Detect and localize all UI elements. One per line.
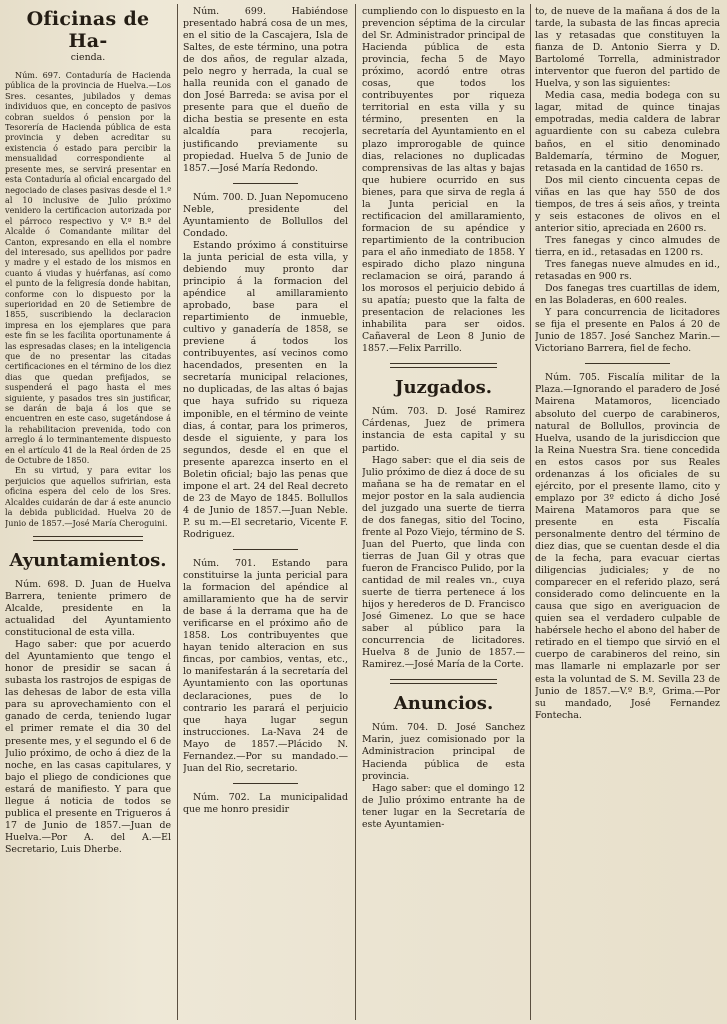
notice-paragraph: Dos mil ciento cincuenta cepas de viñas en las que hay 550 de dos tiempos, de tres á seis años, y treinta y seis estacones de olivos en el anterior sitio, apreciada en 2600 rs. — [535, 174, 720, 234]
notice-paragraph: Dos fanegas tres cuartillas de idem, en las Boladeras, en 600 reales. — [535, 283, 720, 307]
notice-paragraph: Hago saber: que el domingo 12 de Julio próximo entrante ha de tener lugar en la Secretaría de este Ayuntamien- — [362, 782, 525, 830]
notice-paragraph: Núm. 702. La municipalidad que me honro presidir — [183, 791, 348, 815]
notice-paragraph: Núm. 699. Habiéndose presentado habrá cosa de un mes, en el sitio de la Cascajera, Isla de Saltes, de este término, una potra de dos años, de regular alzada, pelo negro y herrada, la cual se halla reunida con el ganado de don José Barreda: se avisa por el presente para que el dueño de dicha bestia se presente en esta alcaldía para recojerla, justificando previamente su propiedad. Huelva 5 de Junio de 1857.—José María Redondo. — [183, 6, 348, 174]
notice-702-continued — [362, 6, 525, 355]
notice-702 — [183, 792, 348, 816]
column-rule — [177, 4, 178, 1020]
notice-paragraph: to, de nueve de la mañana á dos de la tarde, la subasta de las fincas aprecia las y retasadas que constituyen la fianza de D. Antonio Sierra y D. Bartolomé Torrella, administrador interventor que fueron del partido de Huelva, y son las siguientes: — [535, 6, 720, 90]
section-title-oficinas: Oficinas de Ha- — [26, 8, 150, 52]
notice-divider — [233, 783, 298, 784]
section-title-juzgados: Juzgados. — [394, 377, 493, 399]
section-divider — [390, 679, 497, 684]
notice-697 — [5, 70, 171, 528]
notice-paragraph: Tres fanegas nueve almudes en id., retasadas en 900 rs. — [535, 258, 720, 283]
notice-divider — [233, 549, 298, 550]
notice-paragraph: En su virtud, y para evitar los perjuicios que aquellos sufririan, esta oficina espera del celo de los Sres. Alcaldes cuidarán de dar á este anuncio la debida publicidad. Huelva 20 de Junio de 1857.—José María Cheroguini. — [5, 465, 171, 528]
section-title-oficinas-cont: cienda. — [70, 52, 106, 63]
notice-paragraph: Núm. 704. D. José Sanchez Marin, juez comisionado por la Administracion principal de Hacienda pública de esta provincia. — [362, 722, 525, 782]
notice-paragraph: Media casa, media bodega con su lagar, mitad de quince tinajas empotradas, media caldera de labrar aguardiente con su cabeza culebra baños, en el sitio denominado Baldemaría, término de Moguer, retasada en la cantidad de 1650 rs. — [535, 90, 720, 174]
notice-704 — [362, 722, 525, 830]
notice-700 — [183, 192, 348, 541]
notice-paragraph: Núm. 701. Estando para constituirse la junta pericial para la formacion del apéndice al amillaramiento que ha de servir de base á la derrama que ha de verificarse en el próximo año de 1858. Los contribuyentes que hayan tenido alteracion en sus fincas, por cambios, ventas, etc., lo manifestarán á la secretaría del Ayuntamiento con las oportunas declaraciones, pues de lo contrario les parará el perjuicio que haya lugar segun instrucciones. La-Nava 24 de Mayo de 1857.—Plácido N. Fernandez.—Por su mandado.—Juan del Rio, secretario. — [183, 558, 348, 774]
notice-divider — [233, 183, 298, 184]
notice-paragraph: Núm. 703. D. José Ramirez Cárdenas, Juez de primera instancia de esta capital y su partido. — [362, 406, 525, 454]
column-2 — [183, 6, 348, 1020]
column-3 — [362, 6, 525, 1020]
notice-divider — [585, 363, 670, 364]
notice-698 — [5, 579, 171, 856]
notice-paragraph: Núm. 697. Contaduría de Hacienda pública de la provincia de Huelva.—Los Sres. cesantes, jubilados y demas individuos que, en concepto de pasivos cobran sueldos ó pension por la Tesorería de Hacienda pública de esta provincia y deben acreditar su existencia ó estado para percibir la mensualidad correspondiente al presente mes, se servirá presentar en esta Contaduría al oficial encargado del negociado de clases pasivas desde el 1.º al 10 inclusive de Julio próximo venidero la certificacion autorizada por el párroco respectivo y V.º B.º del Alcalde ó Comandante militar del Canton, expresando en ella el nombre del interesado, sus apellidos por padre y madre y el estado de los mismos en cuanto á viudas y huérfanas, así como el punto de la feligresía donde habitan, conforme con lo dispuesto por la superioridad en 20 de Setiembre de 1855, suscribiendo la declaracion impresa en los ejemplares que para este fin se les facilita oportunamente á las espresadas clases; en la inteligencia que de no presentar las citadas certificaciones en el término de los diez dias que quedan prefijados, se suspenderá el pago hasta el mes siguiente, y pasados tres sin justificar, se darán de baja á los que se encuentren en este caso, sugetándose á la rehabilitacion prevenida, todo con arreglo á lo terminantemente dispuesto en el artículo 41 de la Real órden de 25 de Octubre de 1850. — [5, 70, 171, 466]
notice-703 — [362, 406, 525, 671]
notice-paragraph: Núm. 705. Fiscalía militar de la Plaza.—Ignorando el paradero de José Mairena Matamoros, licenciado absoluto del cuerpo de carabineros, natural de Bollullos, provincia de Huelva, usando de la jurisdiccion que la Reina Nuestra Sra. tiene concedida en estos casos por sus Reales ordenanzas á los oficiales de su ejército, por el presente llamo, cito y emplazo por 3º edicto á dicho José Mairena Matamoros para que se presente en esta Fiscalía personalmente dentro del término de diez dias, que se cuentan desde el dia de la fecha, para evacuar ciertas diligencias judiciales; y de no comparecer en el referido plazo, será considerado como delincuente en la causa que sigo en averiguacion de quien sea el verdadero culpable de habérsele hecho el abono del haber de retirado en el tiempo que sirvió en el cuerpo de carabineros del reino, sin mas llamarle ni emplazarle por ser esta la voluntad de S. M. Sevilla 23 de Junio de 1857.—V.º B.º, Grima.—Por su mandado, José Fernandez Fontecha. — [535, 372, 720, 721]
column-4 — [535, 6, 720, 1020]
notice-paragraph: Hago saber: que el dia seis de Julio próximo de diez á doce de su mañana se ha de rematar en el mejor postor en la sala audiencia del juzgado una suerte de tierra de dos fanegas, sitio del Tocino, frente al Pozo Viejo, término de S. Juan del Puerto, que linda con tierras de Juan Gil y otras que fueron de Francisco Pulido, por la cantidad de mil reales vn., cuya suerte de tierra pertenece á los hijos y herederos de D. Francisco José Gimenez. Lo que se hace saber al público para la concurrencia de licitadores. Huelva 8 de Junio de 1857.—Ramirez.—José María de la Corte. — [362, 454, 525, 671]
column-rule — [530, 4, 531, 1020]
notice-paragraph: Estando próximo á constituirse la junta pericial de esta villa, y debiendo muy pronto dar principio á la formacion del apéndice al amillaramiento aprobado, base para el repartimiento de inmueble, cultivo y ganadería de 1858, se previene á todos los contribuyentes, así vecinos como hacendados, presenten en la secretaría municipal relaciones, no duplicadas, de las altas ó bajas que haya sufrido su riqueza imponible, en el término de veinte dias, á contar, para los primeros, desde el siguiente, y para los segundos, desde el en que el presente aparezca inserto en el Boletin oficial; bajo las penas que impone el art. 24 del Real decreto de 23 de Mayo de 1845. Bollullos 4 de Junio de 1857.—Juan Neble. P. su m.—El secretario, Vicente F. Rodriguez. — [183, 239, 348, 540]
notice-701 — [183, 558, 348, 775]
notice-paragraph: Núm. 698. D. Juan de Huelva Barrera, teniente primero de Alcalde, presidente en la actualidad del Ayuntamiento constitucional de esta villa. — [5, 578, 171, 639]
notice-paragraph: Tres fanegas y cinco almudes de tierra, en id., retasadas en 1200 rs. — [535, 234, 720, 258]
notice-paragraph: cumpliendo con lo dispuesto en la prevencion séptima de la circular del Sr. Administrador principal de Hacienda pública de esta provincia, fecha 5 de Mayo próximo, acordó entre otras cosas, que todos los contribuyentes por riqueza territorial en esta villa y su término, presenten en la secretaría del Ayuntamiento en el plazo improrogable de quince dias, relaciones no duplicadas comprensivas de las altas y bajas que hubiere ocurrido en sus bienes, para que sirva de regla á la Junta pericial en la rectificacion del amillaramiento, formacion de su apéndice y repartimiento de la contribucion para el año inmediato de 1858. Y espirado dicho plazo ninguna reclamacion se oirá, parando á los morosos el perjuicio debido á su apatía; puesto que la falta de presentacion de relaciones les inhabilita para ser oidos. Cañaveral de Leon 8 Junio de 1857.—Felix Parrillo. — [362, 6, 525, 355]
notice-paragraph: Y para concurrencia de licitadores se fija el presente en Palos á 20 de Junio de 1857. José Sanchez Marin.—Victoriano Barrera, fiel de fecho. — [535, 307, 720, 355]
notice-paragraph: Núm. 700. D. Juan Nepomuceno Neble, presidente del Ayuntamiento de Bollullos del Condado. — [183, 191, 348, 239]
column-rule — [355, 4, 356, 1020]
column-1 — [5, 6, 171, 1020]
section-title-anuncios: Anuncios. — [393, 693, 494, 715]
notice-paragraph: Hago saber: que por acuerdo del Ayuntamiento que tengo el honor de presidir se sacan á subasta los rastrojos de espigas de las dehesas de labor de esta villa para su aprovechamiento con el ganado de cerda, teniendo lugar el primer remate el dia 30 del presente mes, y el segundo el 6 de Julio próximo, de ocho á diez de la noche, en las casas capitulares, y bajo el pliego de condiciones que estará de manifiesto. Y para que llegue á noticia de todos se publica el presente en Trigueros á 17 de Junio de 1857.—Juan de Huelva.—Por A. del A.—El Secretario, Luis Dherbe. — [5, 639, 171, 855]
section-divider — [33, 536, 143, 541]
notice-705 — [535, 372, 720, 721]
notice-699 — [183, 6, 348, 175]
section-title-ayuntamientos: Ayuntamientos. — [9, 549, 167, 571]
section-divider — [390, 363, 497, 368]
notice-704-continued — [535, 6, 720, 355]
